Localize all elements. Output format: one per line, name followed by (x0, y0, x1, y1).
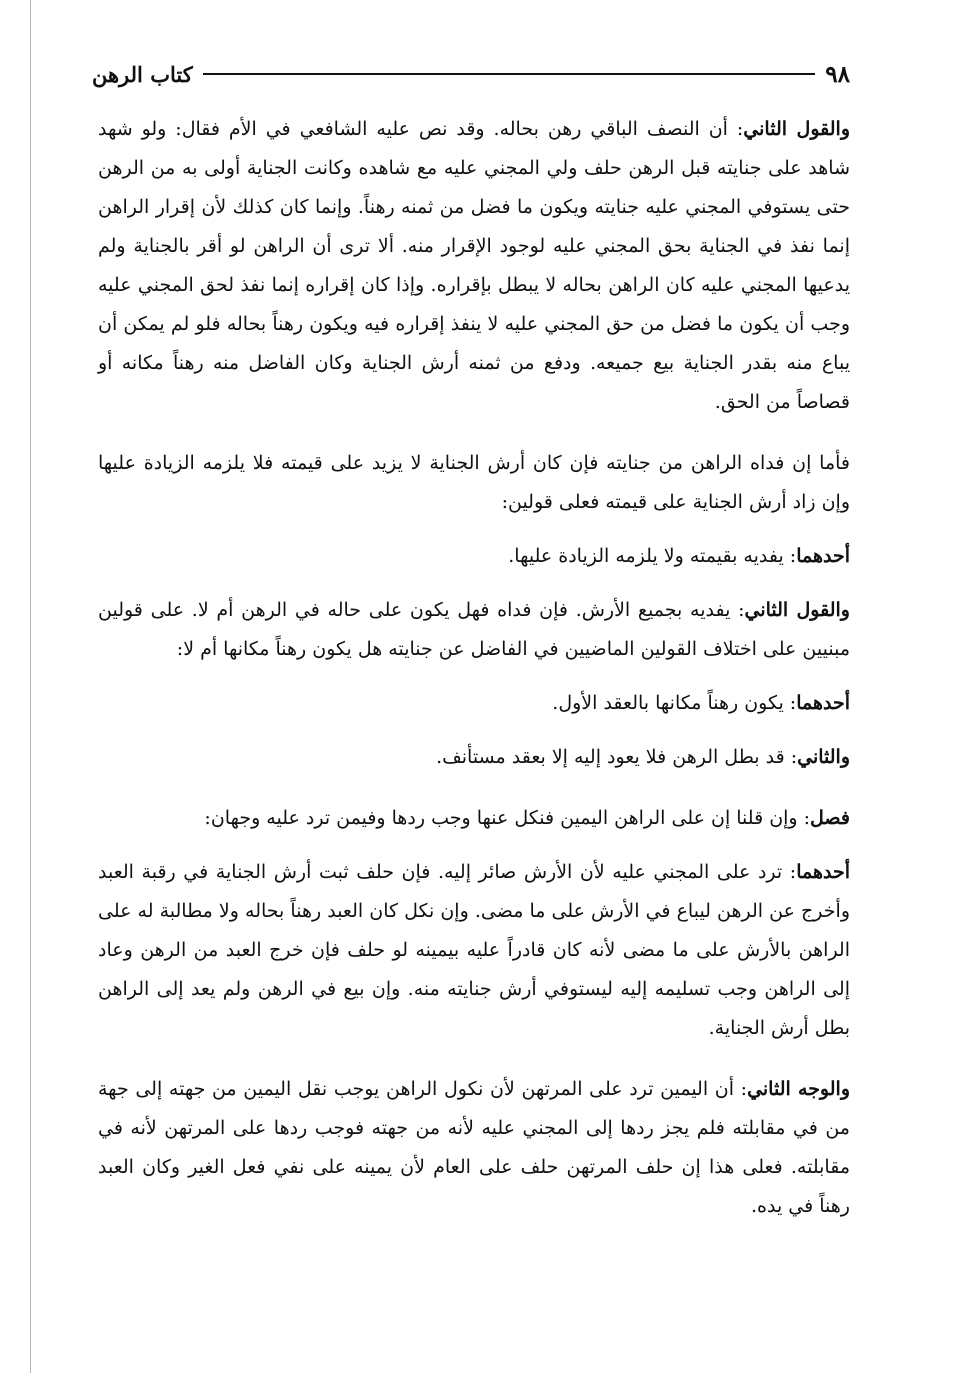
paragraph-text: : وإن قلنا إن على الراهن اليمين فنكل عنها وجب ردها وفيمن ترد عليه وجهان: (204, 807, 811, 829)
paragraph-lead: والوجه الثاني (747, 1078, 850, 1100)
paragraph-text: : يفديه بجميع الأرش. فإن فداه فهل يكون على حاله في الرهن أم لا. على قولين مبنيين على اختلاف القولين الماضيين في الفاضل عن جنايته هل يكون رهناً مكانها أم لا: (98, 599, 850, 660)
paragraph-lead: أحدهما (796, 861, 850, 883)
header-rule (203, 73, 816, 75)
paragraph-lead: والقول الثاني (744, 599, 850, 621)
paragraph-1 (98, 110, 850, 422)
page-number: ٩٨ (825, 60, 850, 88)
paragraph-lead: والقول الثاني (743, 118, 850, 140)
paragraph-7 (98, 799, 850, 838)
paragraph-text: : ترد على المجني عليه لأن الأرش صائر إليه. فإن حلف ثبت أرش الجناية في رقبة العبد وأخرج عن الرهن ليباع في الأرش على ما مضى. وإن نكل كان العبد رهناً بحاله ولا مطالبة له على الراهن بالأرش على ما مضى لأنه كان قادراً عليه بيمينه لو حلف فإن خرج العبد من الرهن وعاد إلى الراهن وجب تسليمه إليه ليستوفي أرش جنايته منه. وإن بيع في الرهن ولم يعد إلى الراهن بطل أرش الجناية. (98, 861, 850, 1039)
paragraph-text: فأما إن فداه الراهن من جنايته فإن كان أرش الجناية لا يزيد على قيمته فلا يلزمه الزيادة عليها وإن زاد أرش الجناية على قيمته فعلى قولين: (98, 452, 850, 513)
scan-edge-line (30, 0, 31, 1373)
paragraph-text: : أن النصف الباقي رهن بحاله. وقد نص عليه الشافعي في الأم فقال: ولو شهد شاهد على جنايته قبل الرهن حلف ولي المجني عليه مع شاهده وكانت الجناية أولى به من الرهن حتى يستوفي المجني عليه جنايته ويكون ما فضل من ثمنه رهناً. وإنما كان كذلك لأن إقرار الراهن إنما نفذ في الجناية بحق المجني عليه لوجود الإقرار منه. ألا ترى أن الراهن لو أقر بالجناية ولم يدعيها المجني عليه كان الراهن بحاله لا يبطل بإقراره. وإذا كان إقراره إنما نفذ لحق المجني عليه وجب أن يكون ما فضل من حق المجني عليه لا ينفذ إقراره فيه ويكون رهناً بحاله فلو لم يمكن أن يباع منه بقدر الجناية بيع جميعه. ودفع من ثمنه أرش الجناية وكان الفاضل منه رهناً مكانه أو قصاصاً من الحق. (98, 118, 850, 413)
paragraph-5 (98, 684, 850, 723)
book-title: كتاب الرهن (92, 61, 193, 87)
page-body (98, 110, 850, 1226)
paragraph-3 (98, 537, 850, 576)
paragraph-9 (98, 1070, 850, 1226)
paragraph-2 (98, 444, 850, 522)
paragraph-text: : أن اليمين ترد على المرتهن لأن نكول الراهن يوجب نقل اليمين من جهته إلى جهة من في مقابلته فلم يجز ردها إلى المجني عليه لأنه من جهته فوجب ردها على المرتهن لأنه في مقابلته. فعلى هذا إن حلف المرتهن حلف على العام لأن يمينه على نفي فعل الغير وكان العبد رهناً في يده. (98, 1078, 850, 1217)
paragraph-lead: أحدهما (796, 692, 850, 714)
paragraph-6 (98, 738, 850, 777)
paragraph-lead: والثاني (797, 746, 850, 768)
paragraph-text: : يفديه بقيمته ولا يلزمه الزيادة عليها. (508, 545, 797, 567)
paragraph-4 (98, 591, 850, 669)
paragraph-lead: فصل (810, 807, 850, 829)
running-header (92, 56, 850, 92)
paragraph-text: : قد بطل الرهن فلا يعود إليه إلا بعقد مستأنف. (436, 746, 798, 768)
paragraph-lead: أحدهما (796, 545, 850, 567)
paragraph-text: : يكون رهناً مكانها بالعقد الأول. (552, 692, 797, 714)
paragraph-8 (98, 853, 850, 1048)
